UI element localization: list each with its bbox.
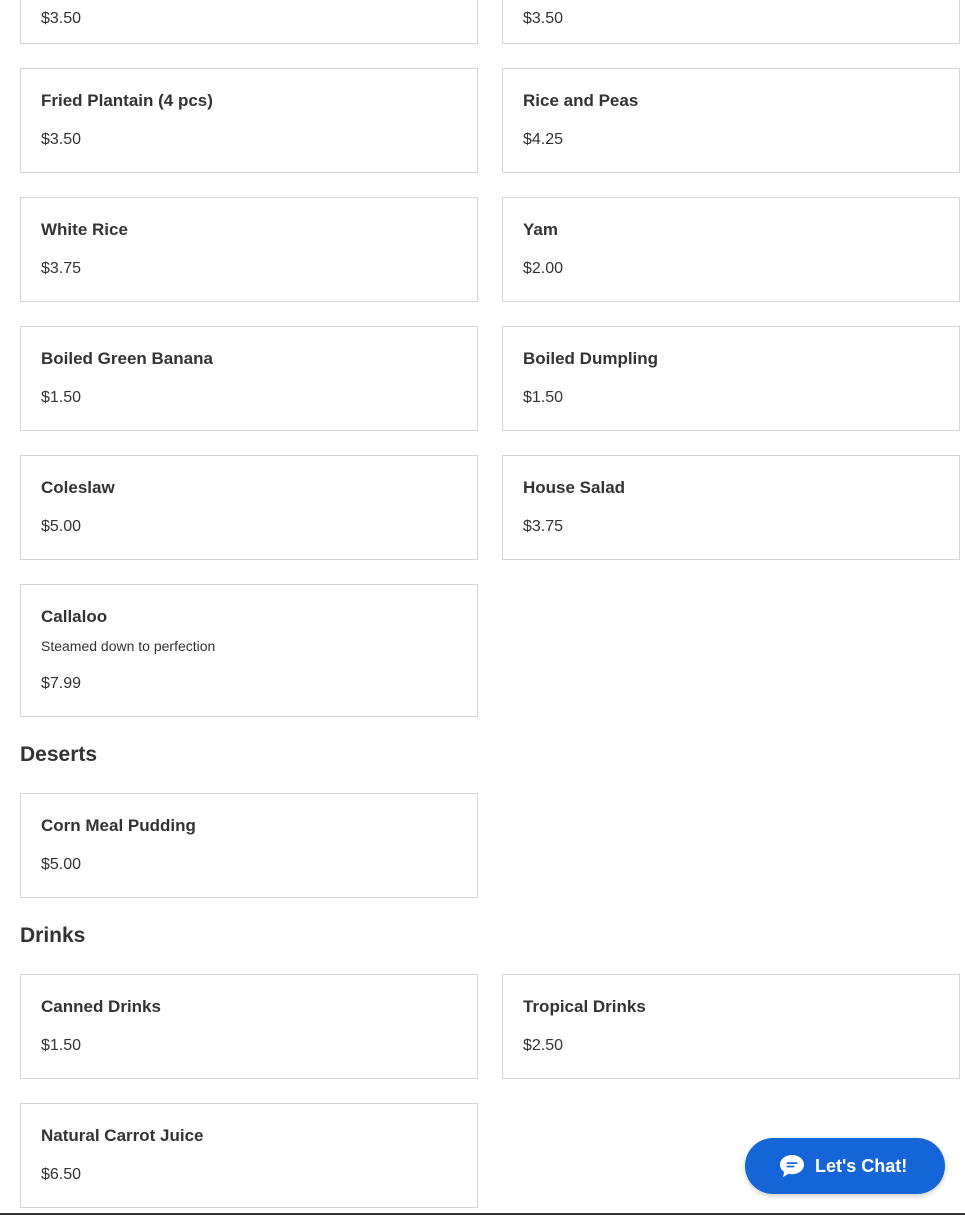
item-price: $3.50 bbox=[41, 10, 82, 27]
item-name: Rice and Peas bbox=[523, 91, 639, 110]
item-name: Yam bbox=[523, 220, 558, 239]
item-name: Canned Drinks bbox=[41, 997, 161, 1016]
item-price: $1.50 bbox=[523, 389, 564, 406]
item-name: Boiled Green Banana bbox=[41, 349, 213, 368]
item-price: $3.75 bbox=[41, 260, 82, 277]
item-name: Corn Meal Pudding bbox=[41, 816, 196, 835]
item-price: $5.00 bbox=[41, 856, 82, 873]
item-name: Coleslaw bbox=[41, 478, 115, 497]
item-price: $3.75 bbox=[523, 518, 564, 535]
item-price: $3.50 bbox=[41, 131, 82, 148]
item-name: Fried Plantain (4 pcs) bbox=[41, 91, 213, 110]
chat-bubble-icon bbox=[779, 1154, 805, 1178]
menu-item-card[interactable] bbox=[20, 974, 478, 1079]
item-name: Tropical Drinks bbox=[523, 997, 646, 1016]
menu-item-card[interactable] bbox=[20, 584, 478, 717]
item-price: $5.00 bbox=[41, 518, 82, 535]
item-price: $1.50 bbox=[41, 389, 82, 406]
menu-item-card[interactable] bbox=[502, 326, 960, 431]
item-price: $4.25 bbox=[523, 131, 564, 148]
menu-item-card[interactable] bbox=[502, 455, 960, 560]
item-price: $7.99 bbox=[41, 675, 82, 692]
section-title-drinks: Drinks bbox=[20, 924, 86, 947]
menu-item-card[interactable] bbox=[502, 197, 960, 302]
menu-item-card[interactable] bbox=[20, 0, 478, 44]
item-description: Steamed down to perfection bbox=[41, 638, 216, 654]
item-name: Boiled Dumpling bbox=[523, 349, 659, 368]
item-price: $2.00 bbox=[523, 260, 564, 277]
menu-item-card[interactable] bbox=[20, 326, 478, 431]
menu-item-card[interactable] bbox=[20, 1103, 478, 1208]
chat-button-label: Let's Chat! bbox=[815, 1155, 908, 1176]
item-price: $3.50 bbox=[523, 10, 564, 27]
menu-item-card[interactable] bbox=[20, 793, 478, 898]
item-name: Natural Carrot Juice bbox=[41, 1126, 204, 1145]
item-name: White Rice bbox=[41, 220, 128, 239]
menu-item-card[interactable] bbox=[20, 455, 478, 560]
item-price: $6.50 bbox=[41, 1166, 82, 1183]
item-price: $1.50 bbox=[41, 1037, 82, 1054]
item-price: $2.50 bbox=[523, 1037, 564, 1054]
menu-item-card[interactable] bbox=[502, 0, 960, 44]
item-name: Callaloo bbox=[41, 607, 108, 626]
menu-item-card[interactable] bbox=[502, 68, 960, 173]
chat-button[interactable] bbox=[745, 1138, 945, 1194]
menu-item-card[interactable] bbox=[502, 974, 960, 1079]
menu-item-card[interactable] bbox=[20, 197, 478, 302]
menu-item-card[interactable] bbox=[20, 68, 478, 173]
item-name: House Salad bbox=[523, 478, 626, 497]
section-title-deserts: Deserts bbox=[20, 743, 98, 766]
